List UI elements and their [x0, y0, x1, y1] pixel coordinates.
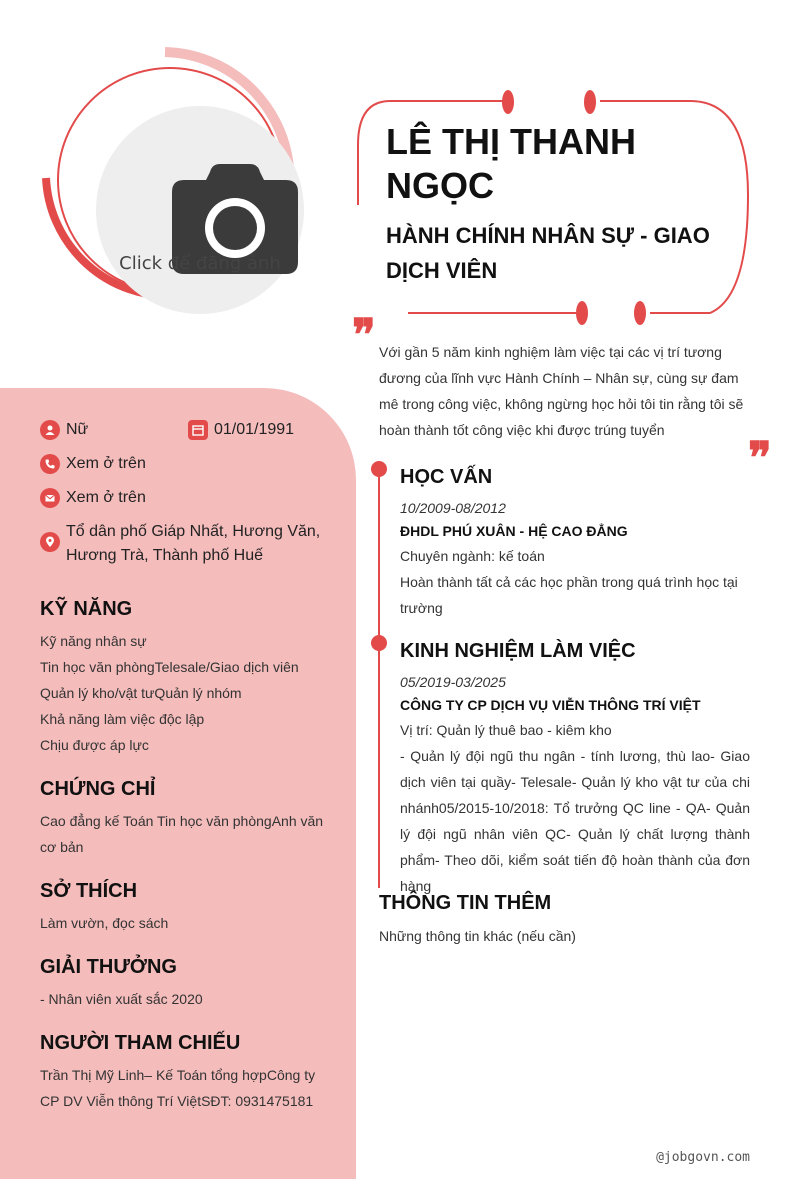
references-text: Trần Thị Mỹ Linh– Kế Toán tổng hợpCông ty CP DV Viễn thông Trí ViệtSĐT: 0931475181: [40, 1067, 316, 1109]
skills-list: [40, 628, 332, 758]
phone-value[interactable]: Xem ở trên: [66, 455, 146, 472]
extra-text: Những thông tin khác (nếu cần): [379, 928, 576, 944]
experience-desc: - Quản lý đội ngũ thu ngân - tính lương, thù lao- Giao dịch viên tại quầy- Telesale- Quản lý kho vật tư của chi nhánh05/2015-10/2018: Tổ trưởng QC line - QA- Quản lý đội ngũ nhân viên QC- Quản lý chất lượng thành phẩm- Theo dõi, kiểm soát tiến độ hoàn thành của đơn hàng: [400, 748, 750, 894]
education-major: Chuyên ngành: kế toán: [400, 548, 545, 564]
avatar-label: Click để đăng ảnh: [119, 253, 281, 274]
phone-row: [40, 452, 146, 476]
experience-date: 05/2019-03/2025: [400, 674, 506, 690]
skill-item: Chịu được áp lực: [40, 737, 149, 753]
address-row: [40, 520, 330, 568]
education-school: ĐHDL PHÚ XUÂN - HỆ CAO ĐẲNG: [400, 523, 628, 539]
education-date: 10/2009-08/2012: [400, 500, 506, 516]
gender-row: [40, 418, 88, 442]
skill-item: Tin học văn phòngTelesale/Giao dịch viên: [40, 659, 299, 675]
hobbies-title: SỞ THÍCH: [40, 880, 138, 902]
email-row: [40, 486, 146, 510]
skill-item: Kỹ năng nhân sự: [40, 633, 147, 649]
timeline-line: [378, 468, 380, 888]
mail-icon: [40, 488, 60, 508]
education-title: HỌC VẤN: [400, 466, 493, 488]
timeline-dot: [371, 635, 387, 651]
skill-item: Khả năng làm việc độc lập: [40, 711, 205, 727]
certificates-text: Cao đẳng kế Toán Tin học văn phòngAnh văn cơ bản: [40, 813, 324, 855]
address-value: Tổ dân phố Giáp Nhất, Hương Văn, Hương Trà, Thành phố Huế: [66, 523, 321, 564]
skill-item: Quản lý kho/vật tưQuản lý nhóm: [40, 685, 242, 701]
skills-title: KỸ NĂNG: [40, 598, 133, 620]
quote-close-icon: ❞: [748, 433, 772, 484]
user-icon: [40, 420, 60, 440]
quote-open-icon: ❞: [352, 310, 376, 361]
avatar-section: [30, 40, 310, 320]
awards-text: - Nhân viên xuất sắc 2020: [40, 991, 203, 1007]
avatar-upload[interactable]: [96, 106, 304, 314]
location-pin-icon: [40, 532, 60, 552]
intro-text: Với gần 5 năm kinh nghiệm làm việc tại các vị trí tương đương của lĩnh vực Hành Chính – Nhân sự, cùng sự đam mê trong công việc, không ngừng học hỏi tôi tin rằng tôi sẽ hoàn thành tốt công việc khi được trúng tuyển: [379, 344, 744, 438]
job-title: HÀNH CHÍNH NHÂN SỰ - GIAO DỊCH VIÊN: [386, 223, 710, 283]
candidate-name: LÊ THỊ THANH NGỌC: [386, 121, 636, 206]
calendar-icon: [188, 420, 208, 440]
awards-title: GIẢI THƯỞNG: [40, 956, 177, 978]
experience-position: Vị trí: Quản lý thuê bao - kiêm kho: [400, 722, 612, 738]
email-value[interactable]: Xem ở trên: [66, 489, 146, 506]
footer-watermark: @jobgovn.com: [656, 1150, 750, 1165]
birthday-value: 01/01/1991: [214, 421, 295, 438]
education-desc: Hoàn thành tất cả các học phần trong quá trình học tại trường: [400, 574, 738, 616]
certificates-title: CHỨNG CHỈ: [40, 778, 156, 800]
experience-title: KINH NGHIỆM LÀM VIỆC: [400, 640, 636, 662]
extra-title: THÔNG TIN THÊM: [379, 892, 552, 914]
birthday-row: [188, 418, 294, 442]
timeline-dot: [371, 461, 387, 477]
phone-icon: [40, 454, 60, 474]
references-title: NGƯỜI THAM CHIẾU: [40, 1032, 241, 1054]
hobbies-text: Làm vườn, đọc sách: [40, 915, 169, 931]
experience-company: CÔNG TY CP DỊCH VỤ VIỄN THÔNG TRÍ VIỆT: [400, 697, 701, 713]
gender-value: Nữ: [66, 421, 89, 438]
